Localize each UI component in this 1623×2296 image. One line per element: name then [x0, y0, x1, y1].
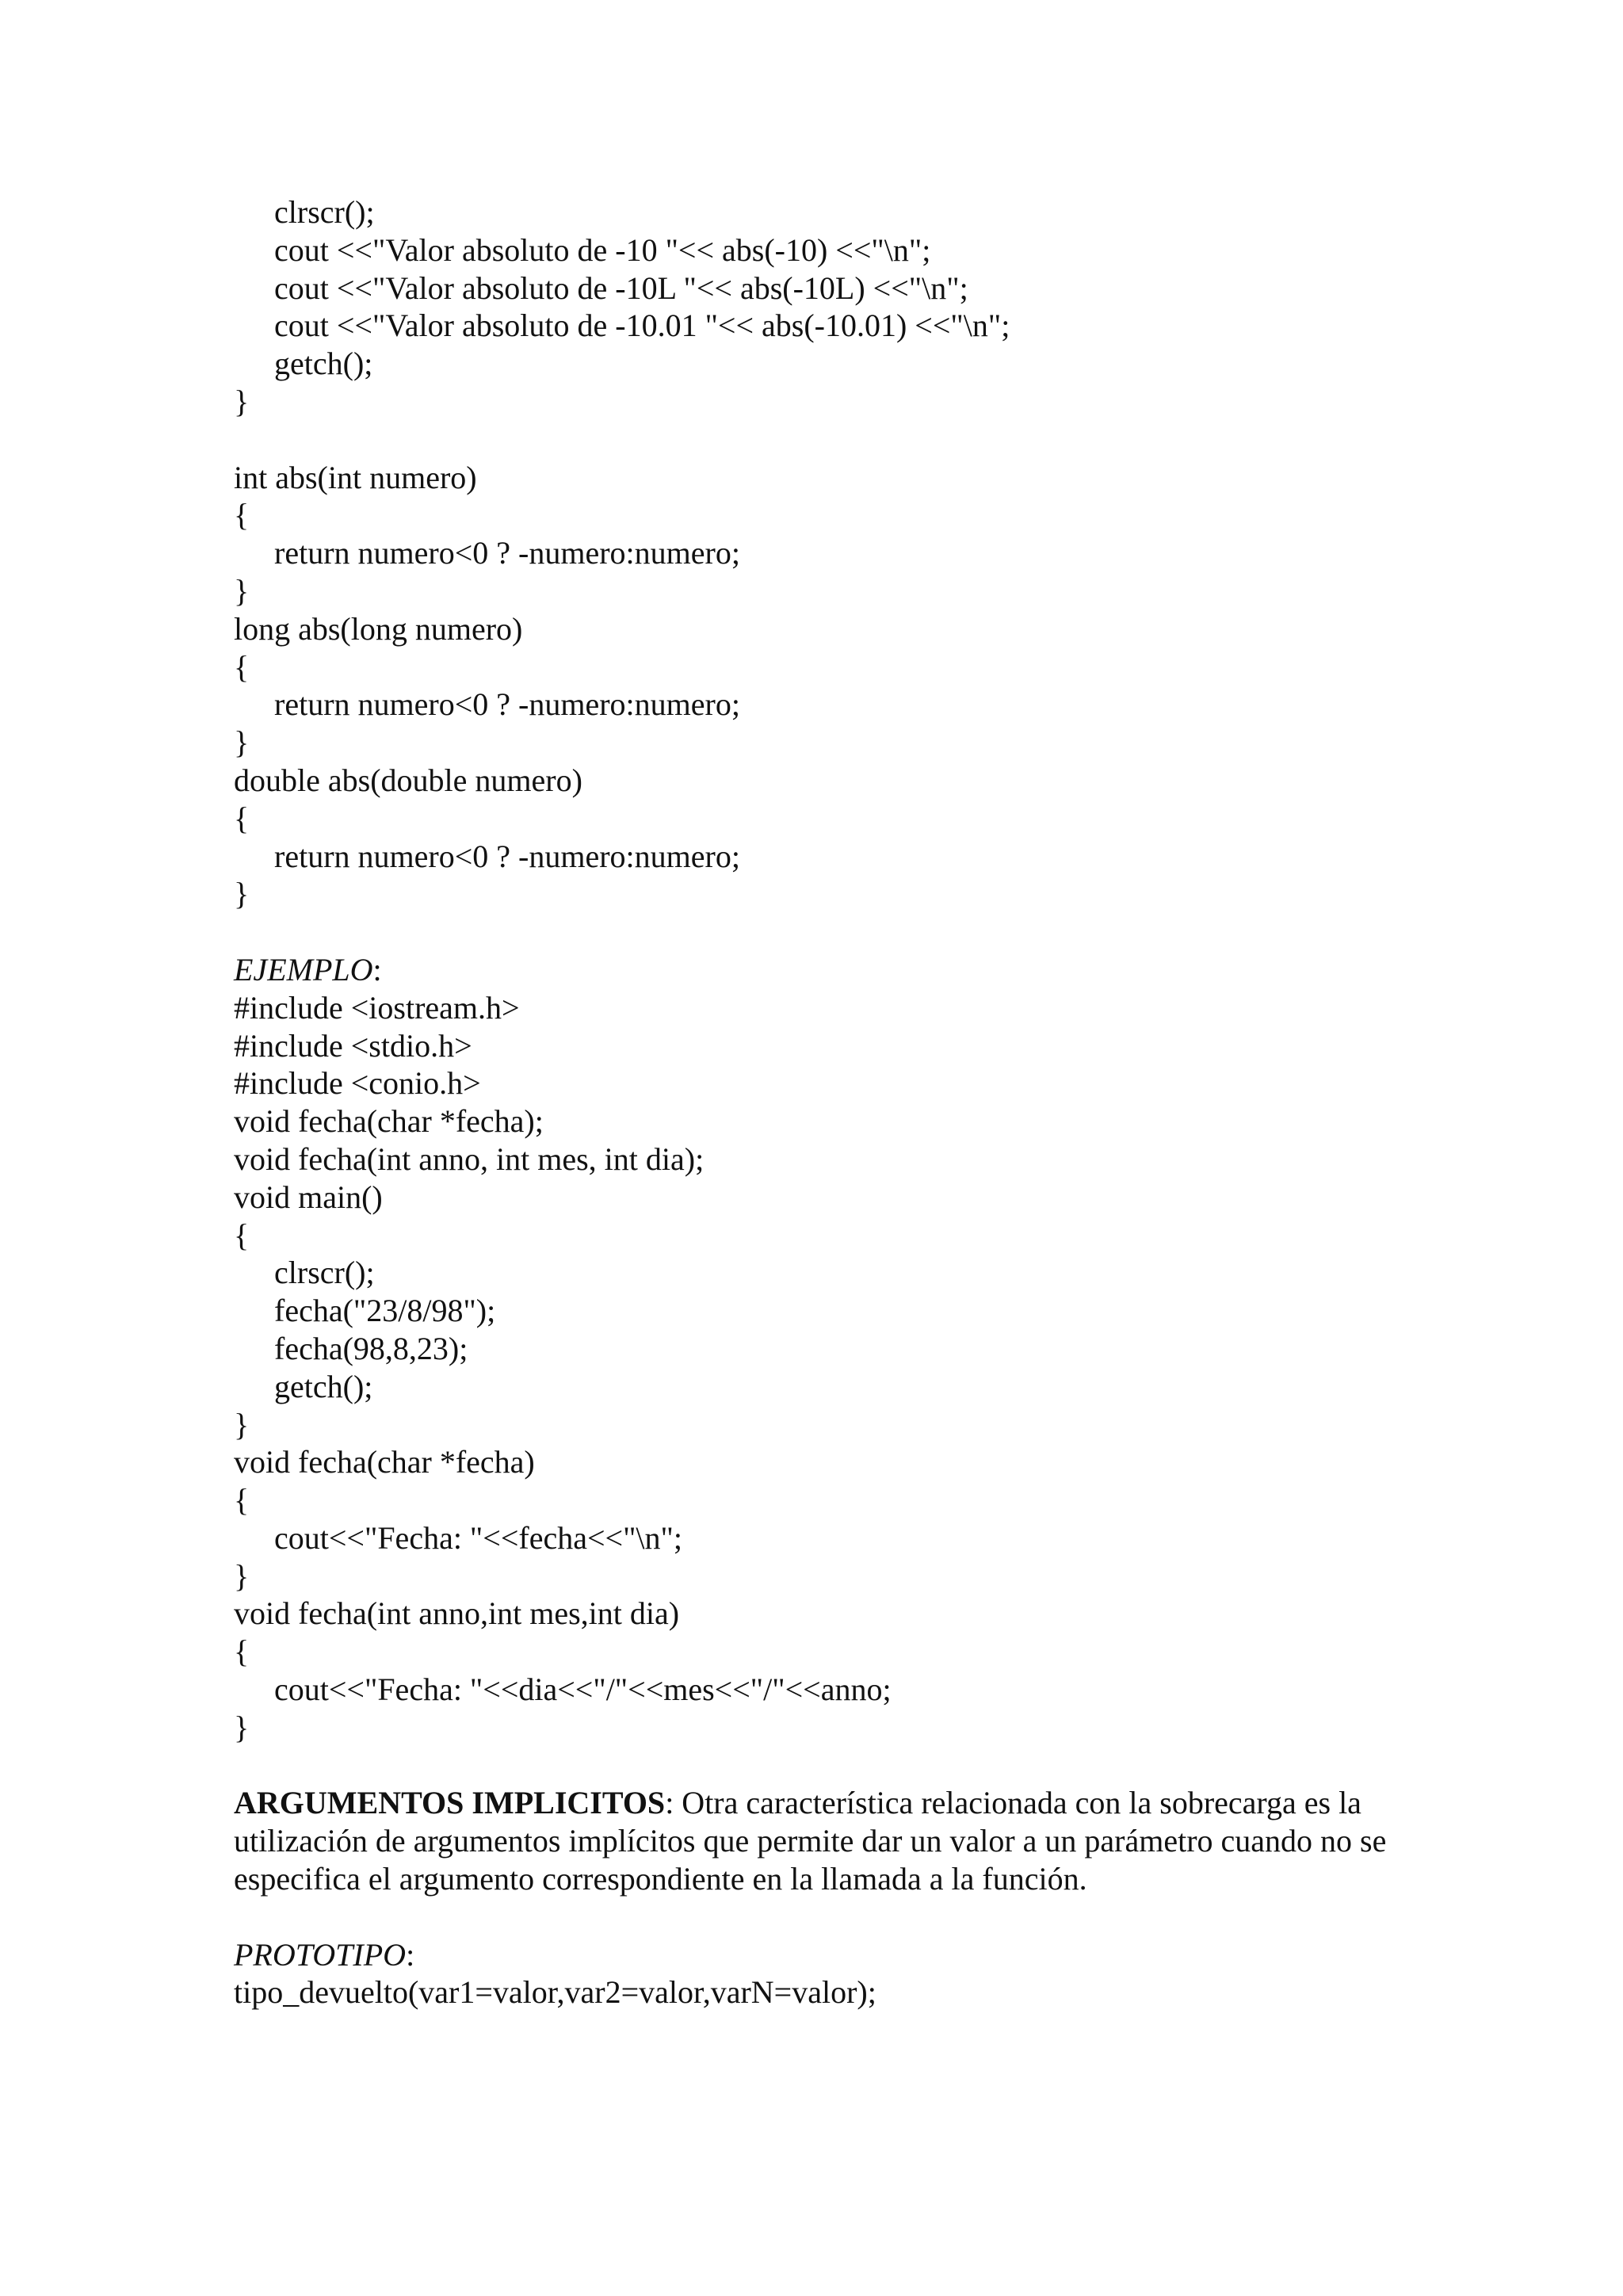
- code-line: #include <stdio.h>: [234, 1027, 472, 1064]
- blank-line: [234, 1898, 1423, 1936]
- heading-colon: :: [372, 951, 382, 988]
- code-line: getch();: [274, 1368, 373, 1404]
- code-function-signature: double abs(double numero): [234, 762, 582, 798]
- code-line: cout<<"Fecha: "<<dia<<"/"<<mes<<"/"<<anno;: [274, 1671, 892, 1708]
- code-function-signature: int abs(int numero): [234, 459, 477, 495]
- ejemplo-heading: [234, 951, 1423, 989]
- code-brace-open: {: [234, 1633, 250, 1670]
- code-brace-close: }: [234, 1406, 250, 1442]
- code-brace-close: }: [234, 572, 250, 609]
- code-line: cout <<"Valor absoluto de -10.01 "<< abs(-10.01) <<"\n";: [274, 308, 1010, 344]
- code-brace-close: }: [234, 724, 250, 761]
- ejemplo-label: EJEMPLO: [234, 951, 373, 988]
- blank-line: [234, 421, 1423, 459]
- code-function-signature: void fecha(int anno,int mes,int dia): [234, 1595, 680, 1632]
- page-content: [234, 193, 1423, 2011]
- blank-line: [234, 913, 1423, 951]
- blank-line: [234, 1747, 1423, 1785]
- code-brace-close: }: [234, 876, 250, 912]
- argumentos-text: : Otra característica relacionada con la sobrecarga es la utilización de argumentos implícitos que permite dar un valor a un parámetro cuando no se especifica el argumento correspondiente en la llamada a la función.: [234, 1785, 1387, 1897]
- heading-colon: :: [406, 1936, 415, 1973]
- prototipo-label: PROTOTIPO: [234, 1936, 407, 1973]
- code-line: getch();: [274, 346, 373, 382]
- code-line: clrscr();: [274, 194, 375, 230]
- code-line: cout <<"Valor absoluto de -10 "<< abs(-10) <<"\n";: [274, 231, 931, 268]
- code-line: fecha("23/8/98");: [274, 1293, 496, 1329]
- code-function-signature: long abs(long numero): [234, 610, 523, 647]
- prototipo-code: tipo_devuelto(var1=valor,var2=valor,varN=valor);: [234, 1974, 876, 2011]
- argumentos-paragraph: [234, 1784, 1407, 1897]
- code-brace-close: }: [234, 383, 250, 419]
- code-line: void main(): [234, 1179, 383, 1215]
- code-brace-open: {: [234, 648, 250, 685]
- code-line: return numero<0 ? -numero:numero;: [274, 535, 740, 571]
- code-brace-open: {: [234, 1482, 250, 1519]
- code-brace-open: {: [234, 800, 250, 836]
- code-line: #include <conio.h>: [234, 1065, 481, 1102]
- code-line: return numero<0 ? -numero:numero;: [274, 838, 740, 874]
- code-line: return numero<0 ? -numero:numero;: [274, 686, 740, 723]
- code-brace-close: }: [234, 1709, 250, 1745]
- code-line: fecha(98,8,23);: [274, 1330, 468, 1366]
- code-brace-open: {: [234, 1217, 250, 1253]
- prototipo-heading: [234, 1936, 1423, 1974]
- code-function-signature: void fecha(char *fecha): [234, 1444, 535, 1480]
- argumentos-term: ARGUMENTOS IMPLICITOS: [234, 1785, 666, 1821]
- code-brace-open: {: [234, 497, 250, 533]
- code-line: void fecha(char *fecha);: [234, 1103, 544, 1140]
- code-line: cout <<"Valor absoluto de -10L "<< abs(-10L) <<"\n";: [274, 269, 968, 306]
- code-line: #include <iostream.h>: [234, 989, 520, 1026]
- code-line: clrscr();: [274, 1255, 375, 1291]
- code-line: void fecha(int anno, int mes, int dia);: [234, 1140, 705, 1177]
- code-brace-close: }: [234, 1557, 250, 1594]
- code-line: cout<<"Fecha: "<<fecha<<"\n";: [274, 1519, 682, 1556]
